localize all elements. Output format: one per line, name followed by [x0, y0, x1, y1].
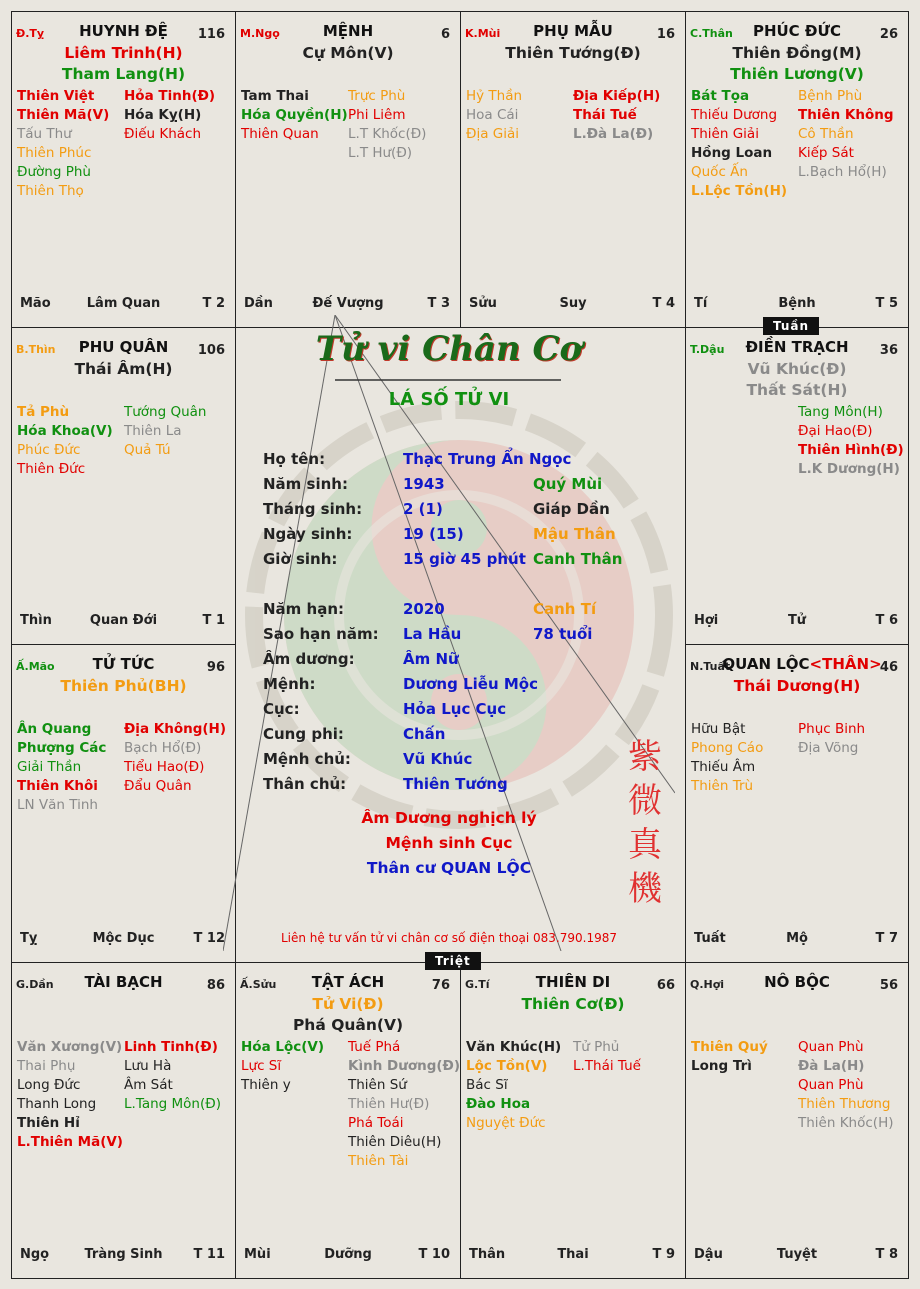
minor-star[interactable]: L.Lộc Tồn(H): [691, 183, 788, 199]
minor-star[interactable]: Thiên Mã(V): [17, 107, 110, 123]
info-label: Ngày sinh:: [263, 525, 353, 543]
minor-star[interactable]: Linh Tinh(Đ): [124, 1039, 218, 1055]
palace-age: 36: [879, 343, 898, 358]
minor-star[interactable]: Bác Sĩ: [466, 1077, 508, 1093]
seal-char: 真: [628, 825, 662, 865]
minor-star[interactable]: Hóa Quyền(H): [241, 107, 348, 123]
info-extra: Quý Mùi: [533, 475, 603, 493]
heavenly-stem: Ấ.Sửu: [240, 978, 277, 991]
minor-star[interactable]: Hóa Lộc(V): [241, 1039, 325, 1055]
minor-star[interactable]: L.Tang Môn(Đ): [124, 1096, 221, 1112]
palace-life-stage: Suy: [559, 296, 587, 311]
palace-month: T 4: [652, 296, 675, 311]
center-panel: [223, 315, 675, 951]
info-value: 19 (15): [403, 525, 464, 543]
palace-phuc-duc[interactable]: [685, 11, 909, 328]
info-label: Sao hạn năm:: [263, 625, 379, 643]
info-extra: Giáp Dần: [533, 500, 610, 518]
heavenly-stem: N.Tuất: [690, 660, 731, 673]
main-star[interactable]: Thiên Lương(V): [730, 65, 864, 83]
minor-star[interactable]: Thiên Không: [798, 107, 894, 123]
minor-star[interactable]: Thiên Hư(Đ): [348, 1096, 430, 1112]
minor-star[interactable]: Tang Môn(H): [798, 404, 883, 420]
minor-star[interactable]: Đà La(H): [798, 1058, 865, 1074]
info-value: 2 (1): [403, 500, 443, 518]
minor-star[interactable]: Thiên Đức: [17, 461, 86, 477]
minor-star[interactable]: Thiên Giải: [691, 126, 759, 142]
info-label: Cung phi:: [263, 725, 344, 743]
info-row: [223, 522, 675, 547]
palace-phu-quan[interactable]: [11, 327, 236, 645]
palace-name: MỆNH: [322, 22, 374, 40]
info-extra: Canh Tí: [533, 600, 597, 618]
palace-branch: Dần: [244, 296, 273, 311]
minor-stars-left: [17, 87, 109, 201]
minor-star[interactable]: Thiên Sứ: [348, 1077, 407, 1093]
chart-title: LÁ SỐ TỬ VI: [388, 389, 510, 410]
palace-age: 66: [656, 978, 675, 993]
minor-stars-left: [17, 1038, 123, 1152]
info-value: Chấn: [403, 725, 446, 743]
minor-stars-right: [348, 87, 426, 163]
minor-star[interactable]: Kiếp Sát: [798, 145, 854, 161]
minor-stars-left: [17, 403, 113, 479]
palace-name: TÀI BẠCH: [84, 973, 163, 991]
minor-star[interactable]: Tả Phù: [17, 404, 70, 420]
minor-star[interactable]: Địa Kiếp(H): [573, 88, 661, 104]
minor-stars-right: [348, 1038, 460, 1171]
info-row: [223, 472, 675, 497]
minor-star[interactable]: Địa Võng: [798, 740, 859, 756]
minor-star[interactable]: L.Thiên Mã(V): [17, 1134, 123, 1150]
main-star[interactable]: Tử Vi(Đ): [312, 995, 384, 1013]
info-value: 1943: [403, 475, 445, 493]
palace-age: 86: [206, 978, 225, 993]
palace-branch: Dậu: [694, 1247, 723, 1262]
minor-star[interactable]: Long Đức: [17, 1077, 81, 1093]
minor-star[interactable]: Ân Quang: [17, 721, 92, 737]
palace-month: T 9: [652, 1247, 675, 1262]
palace-name: QUAN LỘC<THÂN>: [722, 655, 882, 673]
palace-age: 56: [879, 978, 898, 993]
main-star[interactable]: Tham Lang(H): [61, 65, 186, 83]
palace-phu-mau[interactable]: [460, 11, 686, 328]
palace-month: T 10: [418, 1247, 450, 1262]
heavenly-stem: M.Ngọ: [240, 27, 280, 40]
contact-line[interactable]: Liên hệ tư vấn tử vi chân cơ số điện thoại 083.790.1987: [280, 931, 618, 945]
main-star[interactable]: Thiên Tướng(Đ): [505, 44, 641, 62]
palace-age: 106: [197, 343, 225, 358]
info-row: [223, 647, 675, 672]
palace-month: T 12: [193, 931, 225, 946]
minor-star[interactable]: Thiên y: [241, 1077, 291, 1093]
info-label: Cục:: [263, 700, 300, 718]
info-label: Thân chủ:: [263, 775, 347, 793]
palace-name: THIÊN DI: [535, 973, 611, 991]
minor-stars-right: [573, 1038, 641, 1076]
note-am-duong: Âm Dương nghịch lý: [361, 809, 537, 827]
info-label: Năm sinh:: [263, 475, 348, 493]
palace-tu-tuc[interactable]: [11, 644, 236, 963]
minor-star[interactable]: Phong Cáo: [691, 740, 764, 756]
minor-star[interactable]: Thanh Long: [17, 1096, 97, 1112]
palace-month: T 3: [427, 296, 450, 311]
info-label: Giờ sinh:: [263, 550, 338, 568]
minor-star[interactable]: Hỷ Thần: [466, 88, 523, 104]
minor-star[interactable]: Long Trì: [691, 1058, 752, 1074]
minor-star[interactable]: Hỏa Tinh(Đ): [124, 88, 216, 104]
minor-star[interactable]: Văn Khúc(H): [466, 1039, 562, 1055]
minor-star[interactable]: Lưu Hà: [124, 1058, 172, 1074]
minor-star[interactable]: Điếu Khách: [124, 126, 202, 142]
minor-star[interactable]: Thiên Quý: [691, 1039, 768, 1055]
info-label: Tháng sinh:: [263, 500, 363, 518]
main-star[interactable]: Cự Môn(V): [302, 44, 394, 62]
minor-star[interactable]: Thiên Hỉ: [17, 1115, 80, 1131]
info-row: [223, 547, 675, 572]
minor-star[interactable]: Hoa Cái: [466, 107, 519, 123]
heavenly-stem: Đ.Tỵ: [16, 27, 45, 40]
palace-dien-trach[interactable]: [685, 327, 909, 645]
palace-branch: Tỵ: [20, 931, 38, 946]
minor-stars-right: [798, 87, 894, 182]
palace-name: PHỤ MẪU: [533, 22, 613, 40]
minor-star[interactable]: Thiên Thương: [798, 1096, 891, 1112]
palace-thien-di[interactable]: [460, 962, 686, 1279]
minor-star[interactable]: L.Thái Tuế: [573, 1058, 641, 1074]
minor-star[interactable]: Lộc Tồn(V): [466, 1058, 548, 1074]
palace-month: T 2: [202, 296, 225, 311]
info-value: Hỏa Lục Cục: [403, 700, 507, 718]
seal-char: 紫: [628, 737, 662, 777]
than-marker: <THÂN>: [809, 655, 882, 673]
palace-life-stage: Mộ: [786, 931, 808, 946]
minor-star[interactable]: Tam Thai: [241, 88, 309, 104]
palace-branch: Sửu: [469, 296, 497, 311]
info-value: 15 giờ 45 phút: [403, 550, 526, 568]
main-star[interactable]: Thiên Cơ(Đ): [521, 995, 625, 1013]
triet-tag: Triệt: [425, 952, 481, 970]
info-value: La Hầu: [403, 625, 462, 643]
info-value: Vũ Khúc: [403, 750, 473, 768]
info-value: 2020: [403, 600, 445, 618]
minor-stars-right: [798, 720, 865, 758]
heavenly-stem: C.Thân: [690, 27, 733, 40]
main-star[interactable]: Thái Dương(H): [733, 677, 861, 695]
palace-life-stage: Đế Vượng: [312, 296, 384, 311]
info-label: Âm dương:: [263, 650, 355, 668]
palace-month: T 5: [875, 296, 898, 311]
minor-star[interactable]: Thiếu Dương: [691, 107, 778, 123]
heavenly-stem: K.Mùi: [465, 27, 501, 40]
minor-star[interactable]: Thiên Diêu(H): [348, 1134, 442, 1150]
info-row: [223, 747, 675, 772]
minor-stars-left: [241, 87, 348, 144]
minor-star[interactable]: L.T Hư(Đ): [348, 145, 413, 161]
minor-star[interactable]: Âm Sát: [124, 1077, 173, 1093]
minor-star[interactable]: Tuế Phá: [348, 1039, 401, 1055]
minor-star[interactable]: Hữu Bật: [691, 721, 746, 737]
minor-star[interactable]: Quốc Ấn: [691, 164, 748, 180]
minor-star[interactable]: Văn Xương(V): [17, 1039, 123, 1055]
minor-stars-right: [573, 87, 660, 144]
minor-star[interactable]: Quan Phù: [798, 1077, 864, 1093]
minor-star[interactable]: Thai Phụ: [17, 1058, 76, 1074]
info-row: [223, 697, 675, 722]
info-value: Âm Nữ: [403, 650, 459, 668]
palace-life-stage: Tràng Sinh: [84, 1247, 163, 1262]
heavenly-stem: B.Thìn: [16, 343, 56, 356]
palace-menh[interactable]: [235, 11, 461, 328]
minor-star[interactable]: Kình Dương(Đ): [348, 1058, 461, 1074]
minor-star[interactable]: L.Bạch Hổ(H): [798, 164, 887, 180]
minor-star[interactable]: Thái Tuế: [573, 107, 637, 123]
info-value: Thạc Trung Ẩn Ngọc: [403, 450, 572, 468]
palace-name: ĐIỀN TRẠCH: [745, 338, 849, 356]
palace-life-stage: Quan Đới: [89, 613, 158, 628]
minor-star[interactable]: Phá Toái: [348, 1115, 404, 1131]
palace-branch: Tí: [694, 296, 708, 311]
minor-star[interactable]: Đào Hoa: [466, 1096, 531, 1112]
minor-star[interactable]: Địa Giải: [466, 126, 520, 142]
minor-star[interactable]: Tiểu Hao(Đ): [124, 759, 205, 775]
palace-tat-ach[interactable]: [235, 962, 461, 1279]
palace-life-stage: Tuyệt: [776, 1247, 818, 1262]
palace-name: HUYNH ĐỆ: [79, 22, 168, 40]
minor-star[interactable]: Đẩu Quân: [124, 778, 192, 794]
minor-star[interactable]: Lực Sĩ: [241, 1058, 282, 1074]
minor-star[interactable]: Phi Liêm: [348, 107, 406, 123]
info-row: [223, 772, 675, 797]
minor-star[interactable]: Đại Hao(Đ): [798, 423, 873, 439]
palace-name: TẬT ÁCH: [311, 973, 385, 991]
main-star[interactable]: Thất Sát(H): [746, 381, 848, 399]
minor-star[interactable]: Nguyệt Đức: [466, 1115, 546, 1131]
palace-life-stage: Lâm Quan: [86, 296, 161, 311]
minor-star[interactable]: Tấu Thư: [17, 126, 72, 142]
palace-branch: Mão: [20, 296, 51, 311]
palace-age: 116: [197, 27, 225, 42]
minor-stars-right: [124, 720, 226, 796]
minor-stars-left: [466, 87, 522, 144]
minor-star[interactable]: Phục Binh: [798, 721, 866, 737]
palace-branch: Ngọ: [20, 1247, 50, 1262]
minor-star[interactable]: Tướng Quân: [124, 404, 207, 420]
minor-stars-right: [798, 403, 904, 479]
minor-stars-left: [691, 1038, 768, 1076]
palace-name: PHÚC ĐỨC: [752, 22, 842, 40]
palace-branch: Tuất: [694, 931, 726, 946]
palace-branch: Thìn: [20, 613, 52, 628]
info-value: Dương Liễu Mộc: [403, 675, 538, 693]
heavenly-stem: Ấ.Mão: [16, 660, 55, 673]
info-extra: Canh Thân: [533, 550, 623, 568]
minor-star[interactable]: Thiên Tài: [348, 1153, 409, 1169]
minor-star[interactable]: Hóa Khoa(V): [17, 423, 113, 439]
palace-name: PHU QUÂN: [78, 338, 169, 356]
minor-star[interactable]: Thiên La: [124, 423, 182, 439]
minor-star[interactable]: Thiếu Âm: [691, 759, 756, 775]
info-extra: Mậu Thân: [533, 525, 616, 543]
palace-life-stage: Dưỡng: [324, 1247, 372, 1262]
palace-age: 96: [206, 660, 225, 675]
palace-month: T 11: [193, 1247, 225, 1262]
palace-name: NÔ BỘC: [764, 973, 830, 991]
palace-age: 46: [879, 660, 898, 675]
minor-stars-right: [798, 1038, 893, 1133]
minor-star[interactable]: Phúc Đức: [17, 442, 81, 458]
palace-life-stage: Bệnh: [778, 296, 816, 311]
minor-stars-left: [691, 87, 787, 201]
minor-star[interactable]: Thiên Khôi: [17, 778, 98, 794]
tuan-tag: Tuần: [763, 317, 819, 335]
info-row: [223, 622, 675, 647]
heavenly-stem: G.Tí: [465, 978, 490, 991]
note-than-cu: Thân cư QUAN LỘC: [366, 859, 532, 877]
minor-star[interactable]: Thiên Khốc(H): [798, 1115, 894, 1131]
info-row: [223, 497, 675, 522]
info-label: Mệnh chủ:: [263, 750, 351, 768]
minor-stars-left: [17, 720, 106, 815]
minor-star[interactable]: Phượng Các: [17, 740, 107, 756]
minor-star[interactable]: Bạch Hổ(Đ): [124, 740, 202, 756]
minor-star[interactable]: Trực Phù: [348, 88, 406, 104]
minor-star[interactable]: Thiên Hình(Đ): [798, 442, 904, 458]
minor-star[interactable]: Giải Thần: [17, 759, 82, 775]
minor-star[interactable]: Địa Không(H): [124, 721, 227, 737]
minor-star[interactable]: Thiên Trù: [691, 778, 754, 794]
minor-star[interactable]: Bệnh Phù: [798, 88, 863, 104]
minor-stars-left: [241, 1038, 324, 1095]
minor-star[interactable]: Thiên Thọ: [17, 183, 84, 199]
palace-life-stage: Thai: [557, 1247, 589, 1262]
minor-star[interactable]: L.Đà La(Đ): [573, 126, 654, 142]
minor-stars-right: [124, 87, 215, 144]
minor-stars-right: [124, 403, 207, 460]
palace-life-stage: Mộc Dục: [92, 931, 155, 946]
note-menh-cuc: Mệnh sinh Cục: [385, 834, 513, 852]
palace-age: 76: [431, 978, 450, 993]
main-star[interactable]: Liêm Trinh(H): [64, 44, 183, 62]
minor-star[interactable]: Bát Tọa: [691, 88, 750, 104]
minor-star[interactable]: L.K Dương(H): [798, 461, 900, 477]
palace-age: 16: [656, 27, 675, 42]
seal-char: 微: [628, 781, 662, 821]
info-row: [223, 597, 675, 622]
main-star[interactable]: Thái Âm(H): [74, 360, 173, 378]
main-star[interactable]: Vũ Khúc(Đ): [747, 360, 847, 378]
info-label: Họ tên:: [263, 450, 326, 468]
palace-quan-loc[interactable]: [685, 644, 909, 963]
seal-char: 機: [628, 869, 662, 909]
palace-life-stage: Tử: [787, 613, 807, 628]
minor-star[interactable]: Thiên Việt: [17, 88, 95, 104]
palace-month: T 8: [875, 1247, 898, 1262]
minor-star[interactable]: Tử Phủ: [573, 1039, 620, 1055]
palace-age: 6: [440, 27, 450, 42]
info-extra: 78 tuổi: [533, 625, 593, 643]
info-label: Năm hạn:: [263, 600, 345, 618]
info-label: Mệnh:: [263, 675, 316, 693]
minor-star[interactable]: Thiên Phúc: [17, 145, 92, 161]
main-star[interactable]: Phá Quân(V): [292, 1016, 404, 1034]
palace-name: TỬ TỨC: [92, 655, 155, 673]
heavenly-stem: G.Dần: [16, 978, 54, 991]
main-star[interactable]: Thiên Đồng(M): [732, 44, 862, 62]
palace-huynh-de[interactable]: [11, 11, 236, 328]
minor-star[interactable]: Hóa Kỵ(H): [124, 107, 202, 123]
main-star[interactable]: Thiên Phủ(BH): [60, 677, 187, 695]
minor-star[interactable]: Quan Phù: [798, 1039, 864, 1055]
logo-text: Tử vi Chân Cơ: [315, 329, 583, 369]
palace-branch: Mùi: [244, 1247, 271, 1262]
minor-star[interactable]: Quả Tú: [124, 442, 171, 458]
heavenly-stem: T.Dậu: [690, 343, 725, 356]
minor-star[interactable]: Cô Thần: [798, 126, 854, 142]
palace-branch: Hợi: [694, 613, 719, 628]
palace-no-boc[interactable]: [685, 962, 909, 1279]
palace-month: T 7: [875, 931, 898, 946]
minor-star[interactable]: L.T Khốc(Đ): [348, 126, 427, 142]
minor-star[interactable]: Thiên Quan: [241, 126, 319, 142]
info-row: [223, 672, 675, 697]
palace-month: T 6: [875, 613, 898, 628]
info-row: [223, 722, 675, 747]
minor-star[interactable]: Đường Phù: [17, 164, 91, 180]
minor-stars-left: [691, 720, 763, 796]
heavenly-stem: Q.Hợi: [690, 978, 725, 991]
minor-stars-right: [124, 1038, 221, 1114]
palace-age: 26: [879, 27, 898, 42]
info-row: [223, 447, 675, 472]
info-value: Thiên Tướng: [403, 775, 508, 793]
palace-branch: Thân: [469, 1247, 506, 1262]
palace-month: T 1: [202, 613, 225, 628]
minor-star[interactable]: Hồng Loan: [691, 145, 773, 161]
minor-star[interactable]: LN Văn Tinh: [17, 797, 98, 813]
minor-stars-left: [466, 1038, 561, 1133]
seal-chinese-chars: [623, 735, 667, 911]
palace-tai-bach[interactable]: [11, 962, 236, 1279]
